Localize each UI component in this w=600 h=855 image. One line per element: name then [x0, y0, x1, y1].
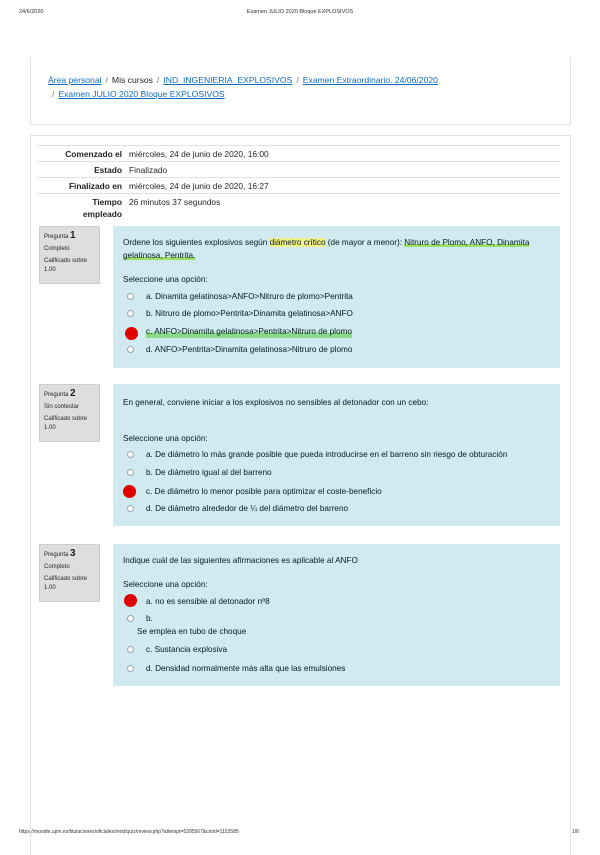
summary-label: Estado	[94, 165, 122, 175]
breadcrumb-separator: /	[296, 75, 299, 85]
radio-button[interactable]	[127, 469, 134, 476]
question-info-2	[39, 384, 100, 442]
breadcrumb-mis-cursos: Mis cursos	[111, 75, 153, 85]
print-title: Examen JULIO 2020 Bloque EXPLOSIVOS	[246, 9, 354, 15]
breadcrumb-separator: /	[105, 75, 108, 85]
question-label: Pregunta	[44, 234, 69, 240]
question-number: 1	[70, 230, 76, 241]
print-page-number: 1/6	[572, 829, 579, 835]
summary-row-state	[38, 161, 560, 177]
question-number: 3	[70, 548, 76, 559]
summary-label: Finalizado en	[68, 181, 122, 191]
question-grade-label: Calificado sobre	[44, 416, 88, 422]
select-prompt: Seleccione una opción:	[123, 434, 208, 443]
question-text-part: Ordene los siguientes explosivos según	[123, 238, 270, 247]
answer-option-text: c. ANFO>Dinamita gelatinosa>Pentrita>Nitruro de plomo	[146, 327, 352, 336]
answer-option-text: b. Nitruro de plomo>Pentrita>Dinamita gelatinosa>ANFO	[146, 309, 353, 318]
question-state: Sin contestar	[44, 404, 80, 410]
question-content-3	[113, 544, 560, 686]
attempt-summary-table	[38, 145, 560, 221]
summary-label: Comenzado el	[65, 149, 122, 159]
question-content-2	[113, 384, 560, 526]
question-state: Completo	[44, 564, 70, 570]
question-text-highlight: diámetro crítico	[269, 238, 326, 247]
question-text	[123, 236, 548, 262]
summary-value: 26 minutos 37 segundos	[129, 197, 221, 207]
summary-label	[38, 196, 129, 220]
red-dot-mark-icon	[124, 594, 137, 607]
print-date: 24/6/2020	[19, 9, 44, 15]
answer-option-text: b.	[146, 614, 153, 623]
red-dot-mark-icon	[125, 327, 138, 340]
question-grade-label: Calificado sobre	[44, 576, 88, 582]
summary-value: miércoles, 24 de junio de 2020, 16:27	[129, 181, 269, 191]
summary-value: Finalizado	[129, 165, 168, 175]
question-grade-value: 1.00	[44, 425, 56, 431]
radio-button[interactable]	[127, 293, 134, 300]
question-text-highlight: Nitruro de Plomo, ANFO, Dinamita	[404, 238, 530, 247]
radio-button[interactable]	[127, 451, 134, 458]
print-url: https://moodle.upm.es/titulaciones/oficiales/mod/quiz/review.php?attempt=5395567&cmid=1153585	[19, 829, 239, 835]
question-text: En general, conviene iniciar a los explosivos no sensibles al detonador con un cebo:	[123, 398, 429, 407]
select-prompt: Seleccione una opción:	[123, 580, 208, 589]
breadcrumb-area-personal[interactable]: Área personal	[48, 75, 102, 85]
answer-option-text: d. De diámetro alrededor de ¼ del diámetro del barreno	[146, 504, 349, 513]
question-state: Completo	[44, 246, 70, 252]
summary-value: miércoles, 24 de junio de 2020, 16:00	[129, 149, 269, 159]
answer-option-detail-text: Se emplea en tubo de choque	[137, 627, 247, 636]
red-dot-mark-icon	[123, 485, 136, 498]
radio-button[interactable]	[127, 346, 134, 353]
radio-button[interactable]	[127, 615, 134, 622]
question-grade-label: Calificado sobre	[44, 258, 88, 264]
breadcrumb-separator: /	[156, 75, 160, 85]
answer-option-text: d. ANFO>Pentrita>Dinamita gelatinosa>Nitruro de plomo	[146, 345, 353, 354]
summary-row-time-taken	[38, 193, 560, 221]
question-grade-value: 1.00	[44, 267, 56, 273]
question-text-part: (de mayor a menor):	[325, 238, 405, 247]
question-grade-value: 1.00	[44, 585, 56, 591]
radio-button[interactable]	[127, 665, 134, 672]
question-text: Indique cuál de las siguientes afirmaciones es aplicable al ANFO	[123, 556, 358, 565]
answer-option-text: c. Sustancia explosiva	[146, 645, 228, 654]
summary-row-finished	[38, 177, 560, 193]
question-text-highlight: gelatinosa, Pentrita.	[123, 251, 196, 260]
answer-option-text: c. De diámetro lo menor posible para optimizar el coste-beneficio	[146, 487, 382, 496]
answer-option-text: a. no es sensible al detonador nº8	[146, 597, 270, 606]
answer-option-text: a. Dinamita gelatinosa>ANFO>Nitruro de plomo>Pentrita	[146, 292, 353, 301]
breadcrumb-separator: /	[52, 88, 55, 99]
breadcrumb-quiz[interactable]: Examen JULIO 2020 Bloque EXPLOSIVOS	[58, 88, 225, 99]
question-info-3	[39, 544, 100, 602]
question-number: 2	[70, 388, 76, 399]
summary-label-line: empleado	[82, 209, 122, 219]
breadcrumb	[48, 74, 518, 101]
answer-option-text: a. De diámetro lo más grande posible que pueda introducirse en el barreno sin riesgo de obturación	[146, 450, 508, 459]
select-prompt: Seleccione una opción:	[123, 275, 208, 284]
question-label: Pregunta	[44, 392, 69, 398]
answer-option-text: b. De diámetro igual al del barreno	[146, 468, 272, 477]
question-content-1	[113, 226, 560, 368]
radio-button[interactable]	[127, 646, 134, 653]
summary-row-started	[38, 145, 560, 161]
answer-option-text: d. Densidad normalmente más alta que las emulsiones	[146, 664, 346, 673]
summary-label-line: Tiempo	[92, 197, 122, 207]
breadcrumb-course[interactable]: IND_INGENIERIA_EXPLOSIVOS	[163, 75, 293, 85]
question-info-1	[39, 226, 100, 284]
radio-button[interactable]	[127, 505, 134, 512]
breadcrumb-exam-section[interactable]: Examen Extraordinario. 24/06/2020	[302, 75, 438, 85]
radio-button[interactable]	[127, 310, 134, 317]
question-label: Pregunta	[44, 552, 69, 558]
